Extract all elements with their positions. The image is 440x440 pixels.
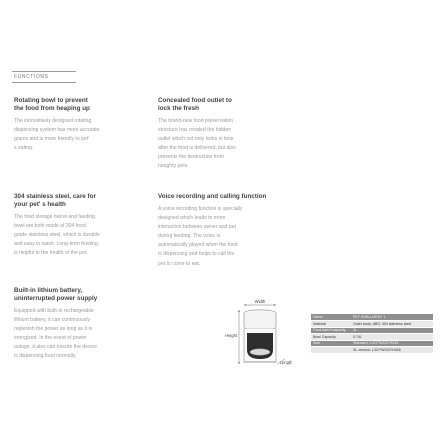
feature-rotating-bowl (14, 97, 130, 153)
spec-key: Food barrel capacity (311, 327, 351, 334)
spec-value: SL version: L337*W223*H348 (351, 347, 433, 354)
feature-title: 304 stainless steel, care for your pet' s health (14, 193, 96, 208)
spec-value: PET SHELLMENT 1 (351, 314, 433, 321)
spec-table (311, 314, 433, 354)
spec-value: 3L (351, 327, 433, 334)
feature-text: The innovatively designed rotating dispensing system has more accurate grams and is more friendly to pet' s eating. (14, 118, 100, 152)
spec-key (311, 347, 351, 354)
feature-lithium-battery (14, 287, 130, 362)
length-label: Length (279, 360, 292, 365)
spec-key: Size (311, 340, 351, 347)
feature-title: Voice recording and calling function (158, 193, 267, 200)
feature-text: The food storage barrel and feeding bowl are both made of 304 food grade stainless steel, which is durable and easy to wash. Long-term feeding is helpful to the health of the pet. (14, 214, 100, 257)
spec-key: Name (311, 314, 351, 321)
width-label: Width (254, 299, 266, 304)
feature-title: Built-in lithium battery, uninterrupted power supply (14, 287, 98, 302)
feature-title: Rotating bowl to prevent the food from heaping up (14, 97, 90, 112)
feature-concealed-outlet (158, 97, 274, 172)
spec-key: Material (311, 321, 351, 328)
feature-text: Equipped with built-in rechargeable lithium battery, it can continuously replenish the power as long as it is energized. In the event of power outage, it also can ensure the device is dispensing food normally. (14, 308, 97, 360)
spec-row (311, 347, 433, 354)
spec-key: Bowl Capacity (311, 334, 351, 341)
feature-stainless-steel (14, 193, 130, 258)
spec-value: 0.74L (351, 334, 433, 341)
feature-text: The brand-new food preservation structure has created the hidden outlet which not only locks in time after the food is delivered, but also prevents the destruction from naughty pets. (158, 118, 236, 170)
feature-voice-recording (158, 193, 274, 269)
feeder-illustration (244, 310, 276, 362)
feature-text: A voice recording function is specially designed which leads to more interaction between owner and pet during feeding. The voice is automatically played when the food is dispensing and helps to call the pet to come to eat. (158, 206, 243, 267)
feature-title: Concealed food outlet to lock the fresh (158, 97, 232, 112)
spec-value: Standard: L327*W223*H348 (351, 340, 433, 347)
spec-value: Outer body: ABS; 304 stainless steel (351, 321, 433, 328)
section-title: FUNCTIONS (12, 71, 76, 83)
height-label: Height (225, 333, 238, 338)
feeder-dimension-diagram (222, 296, 292, 368)
